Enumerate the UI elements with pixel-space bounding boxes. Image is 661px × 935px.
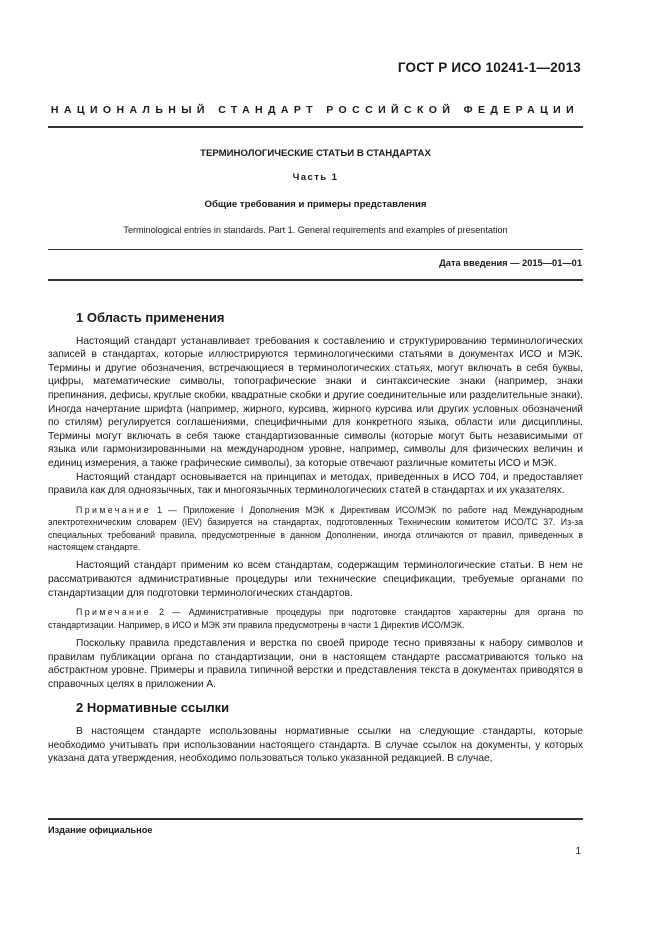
note-1-label: Примечание — [76, 504, 151, 515]
document-subtitle: Общие требования и примеры представления — [204, 199, 427, 210]
english-title: Terminological entries in standards. Part 1. General requirements and examples of presentation — [123, 225, 508, 235]
official-edition-label: Издание официальное — [48, 825, 153, 835]
section-1-paragraph-4: Поскольку правила представления и верстка по своей природе тесно привязаны к набору символов и правилам публикации органа по стандартизации, они в настоящем стандарте рассматриваются только на абстрактном уровне. Примеры и правила типичной верстки и представления текста в документах приводятся в справочных целях в приложении А. — [48, 637, 583, 690]
page-number: 1 — [575, 846, 581, 857]
document-title: ТЕРМИНОЛОГИЧЕСКИЕ СТАТЬИ В СТАНДАРТАХ — [200, 148, 431, 159]
note-2-text: 2 — Административные процедуры при подготовке стандартов характерны для органа по стандартизации. Например, в ИСО и МЭК эти правила предусмотрены в части 1 Директив ИСО/МЭК. — [48, 607, 583, 630]
section-2-paragraph-1: В настоящем стандарте использованы нормативные ссылки на следующие стандарты, которые необходимо учитывать при использовании настоящего стандарта. В случае ссылок на документы, у которых указана дата утверждения, необходимо пользоваться только указанной редакцией. В случае, — [48, 725, 583, 765]
note-1 — [48, 504, 583, 554]
introduction-date: Дата введения — 2015—01—01 — [439, 258, 582, 268]
section-1-paragraph-2: Настоящий стандарт основывается на принципах и методах, приведенных в ИСО 704, и предоставляет правила как для одноязычных, так и многоязычных терминологических статей в стандартах и их указателях. — [48, 471, 583, 497]
part-label: Часть 1 — [292, 172, 339, 183]
section-1-heading: 1 Область применения — [76, 310, 225, 325]
section-1-paragraph-1: Настоящий стандарт устанавливает требования к составлению и структурированию терминологических записей в стандартах, которые иллюстрируются терминологическими статьями в документах ИСО и МЭК. Термины и другие обозначения, встречающиеся в терминологических статьях, могут включать в себя буквы, цифры, математические символы, топографические знаки и синтаксические знаки (например, знаки препинания, дефисы, круглые скобки, квадратные скобки и другие соединительные или разделительные знаки). Иногда начертание шрифта (например, жирного, курсива, жирного курсива или других условных обозначений по стилям) регулируется соглашениями, специфичными для конкретного языка, области или дисциплины. Термины могут включать в себя также стандартизованные символы (которые могут быть независимыми от языка или гармонизированными на международном уровне, например, символы для физических величин и единиц измерения, а также графические символы), за которые отвечают различные комитеты ИСО и МЭК. — [48, 335, 583, 469]
note-1-text: 1 — Приложение I Дополнения МЭК к Директивам ИСО/МЭК по работе над Международным электротехническим словарем (IEV) базируется на стандартах, подготовленных Техническим комитетом ИСО/ТС 37. Из-за специальных требований правила, предусмотренные в данном Дополнении, иногда отличаются от правил, приведенных в настоящем стандарте. — [48, 504, 583, 552]
document-body — [48, 311, 583, 766]
section-1-paragraph-3: Настоящий стандарт применим ко всем стандартам, содержащим терминологические статьи. В нем не рассматриваются административные процедуры или технические спецификации, требуемые органами по стандартизации для подготовки терминологических стандартов. — [48, 560, 583, 599]
header-bottom-divider — [48, 279, 583, 281]
note-2 — [48, 606, 583, 631]
standard-code: ГОСТ Р ИСО 10241-1—2013 — [397, 60, 581, 75]
title-divider — [48, 249, 583, 250]
note-2-label: Примечание — [76, 607, 151, 618]
section-2-heading: 2 Нормативные ссылки — [76, 700, 230, 716]
national-standard-banner: НАЦИОНАЛЬНЫЙ СТАНДАРТ РОССИЙСКОЙ ФЕДЕРАЦИИ — [50, 104, 580, 116]
top-divider — [48, 126, 583, 128]
footer-divider — [48, 818, 583, 820]
